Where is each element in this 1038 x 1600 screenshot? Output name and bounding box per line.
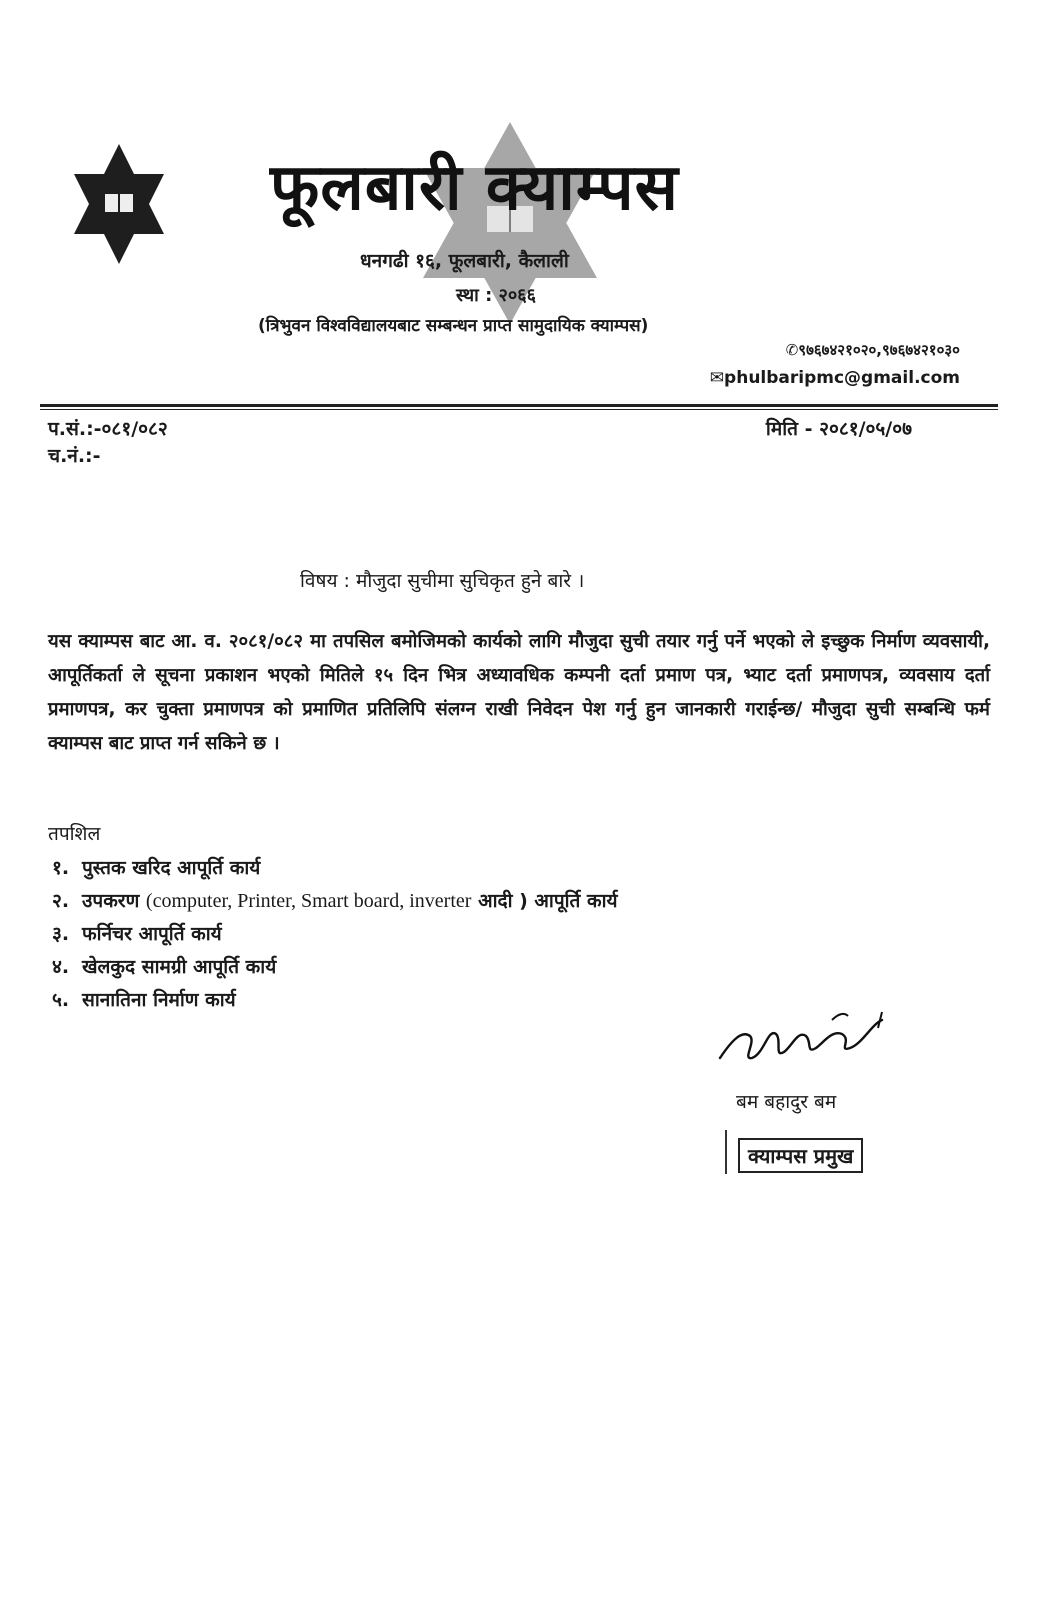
item-number: ४.	[52, 956, 70, 978]
list-item	[52, 852, 618, 885]
item-number: २.	[52, 890, 70, 912]
reference-number: प.सं.:-०८१/०८२	[48, 418, 168, 440]
item-text-suffix: आदी ) आपूर्ति कार्य	[471, 890, 618, 912]
item-english-text: (computer, Printer, Smart board, inverter	[145, 890, 472, 912]
list-item	[52, 984, 618, 1017]
notice-body: यस क्याम्पस बाट आ. व. २०८१/०८२ मा तपसिल बमोजिमको कार्यको लागि मौजुदा सुची तयार गर्नु पर्ने भएको ले इच्छुक निर्माण व्यवसायी, आपूर्तिकर्ता ले सूचना प्रकाशन भएको मितिले १५ दिन भित्र अध्यावधिक कम्पनी दर्ता प्रमाण पत्र, भ्याट दर्ता प्रमाणपत्र, व्यवसाय दर्ता प्रमाणपत्र, कर चुक्ता प्रमाणपत्र को प्रमाणित प्रतिलिपि संलग्न राखी निवेदन पेश गर्नु हुन जानकारी गराईन्छ/ मौजुदा सुची सम्बन्धि फर्म क्याम्पस बाट प्राप्त गर्न सकिने छ ।	[48, 631, 990, 754]
header-divider	[40, 404, 998, 407]
campus-address: धनगढी १६, फूलबारी, कैलाली	[360, 250, 569, 272]
letter-date: मिति - २०८१/०५/०७	[765, 418, 912, 440]
campus-logo-star-icon	[64, 142, 174, 266]
handwritten-signature	[712, 1000, 892, 1080]
signer-name: बम बहादुर बम	[736, 1091, 837, 1113]
affiliation-text: (त्रिभुवन विश्वविद्यालयबाट सम्बन्धन प्राप्त सामुदायिक क्याम्पस)	[258, 316, 649, 336]
item-text: पुस्तक खरिद आपूर्ति कार्य	[82, 857, 261, 879]
list-item	[52, 918, 618, 951]
phone-numbers: ✆९७६७४२१०२०,९७६७४२१०३०	[785, 341, 960, 359]
work-items-list	[52, 852, 618, 1017]
item-number: १.	[52, 857, 70, 879]
signer-title: क्याम्पस प्रमुख	[738, 1138, 863, 1173]
item-text: खेलकुद सामग्री आपूर्ति कार्य	[82, 956, 277, 978]
established-year: स्था : २०६६	[456, 285, 536, 306]
item-text: सानातिना निर्माण कार्य	[82, 989, 236, 1011]
header-divider-thin	[40, 409, 998, 410]
dispatch-number: च.नं.:-	[48, 445, 101, 467]
signature-divider	[725, 1130, 727, 1174]
subject-line: विषय : मौजुदा सुचीमा सुचिकृत हुने बारे ।	[300, 570, 585, 592]
item-number: ५.	[52, 989, 70, 1011]
email-address: ✉phulbaripmc@gmail.com	[709, 368, 960, 388]
campus-name: फूलबारी क्याम्पस	[270, 150, 679, 225]
list-item	[52, 885, 618, 918]
details-heading: तपशिल	[48, 823, 101, 845]
item-number: ३.	[52, 923, 70, 945]
item-text: फर्निचर आपूर्ति कार्य	[82, 923, 222, 945]
list-item	[52, 951, 618, 984]
item-text: उपकरण	[82, 890, 146, 912]
